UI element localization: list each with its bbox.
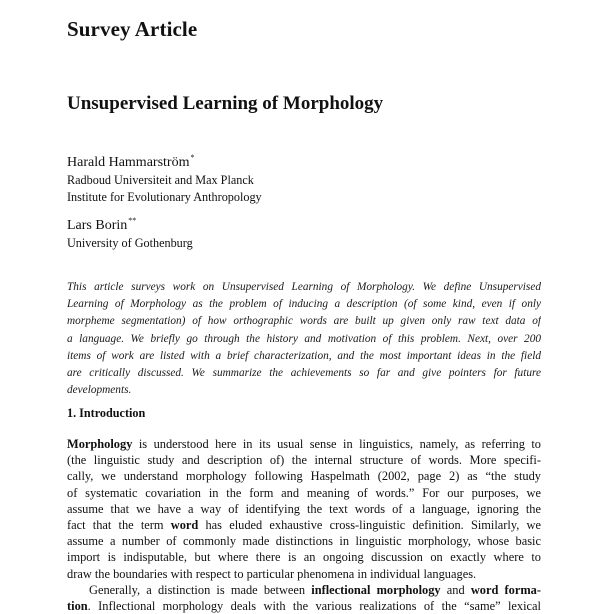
author-name bbox=[67, 212, 193, 235]
abstract-line: developments. bbox=[67, 384, 132, 397]
term-inflectional-morphology: inflectional morphology bbox=[311, 582, 441, 597]
term-word-formation: word forma- bbox=[470, 582, 541, 597]
body-line: draw the boundaries with respect to particular phenomena in individual languages. bbox=[67, 566, 477, 581]
body-line: import is indisputable, but where there is an ongoing discussion on exactly where to bbox=[67, 550, 541, 565]
section-heading bbox=[67, 406, 145, 421]
body-line bbox=[67, 598, 541, 614]
body-line-text: . Inflectional morphology deals with the various realizations of the “same” lexical bbox=[87, 599, 541, 614]
author-name-text: Lars Borin bbox=[67, 218, 128, 233]
abstract bbox=[67, 279, 541, 399]
body-line bbox=[67, 517, 541, 533]
author-affiliation: University of Gothenburg bbox=[67, 236, 193, 250]
body-line: assume a number of commonly made distinctions in linguistic morphology, whose basic bbox=[67, 534, 541, 549]
body-line: of systematic covariation in the form and meaning of words.” For our purposes, we bbox=[67, 485, 541, 500]
abstract-line: items of work are listed with a brief characterization, and the most important ideas in the field bbox=[67, 349, 541, 362]
body-line-text: and bbox=[440, 582, 471, 597]
abstract-line: Learning of Morphology as the problem of inducing a description (of some kind, even if only bbox=[67, 298, 541, 311]
term-morphology: Morphology bbox=[67, 437, 133, 451]
author-footnote-mark: ** bbox=[128, 216, 137, 225]
body-line-text: fact that the term bbox=[67, 518, 171, 533]
body-line bbox=[67, 582, 541, 598]
author-block-1 bbox=[67, 149, 262, 206]
author-footnote-mark: * bbox=[190, 153, 195, 162]
author-block-2 bbox=[67, 212, 193, 252]
author-name bbox=[67, 149, 262, 172]
abstract-line: are critically discussed. We summarize the achievements so far and give pointers for future bbox=[67, 367, 541, 380]
body-line: cally, we understand morphology following Haspelmath (2002, page 2) as “the study bbox=[67, 469, 541, 484]
body-line-text: Generally, a distinction is made between bbox=[89, 582, 312, 597]
body-line bbox=[67, 436, 541, 452]
term-word-formation-cont: tion bbox=[67, 599, 88, 614]
abstract-line: a language. We briefly go through the history and motivation of this problem. Next, over 200 bbox=[67, 332, 541, 345]
abstract-line: This article surveys work on Unsupervised Learning of Morphology. We define Unsupervised bbox=[67, 281, 541, 293]
body-line-text: is understood here in its usual sense in linguistics, namely, as referring to bbox=[132, 437, 541, 451]
author-name-text: Harald Hammarström bbox=[67, 155, 190, 170]
author-affiliation: Institute for Evolutionary Anthropology bbox=[67, 190, 262, 204]
paper-title: Unsupervised Learning of Morphology bbox=[67, 93, 384, 114]
body-line-text: has eluded exhaustive cross-linguistic definition. Similarly, we bbox=[198, 518, 541, 533]
author-affiliation: Radboud Universiteit and Max Planck bbox=[67, 173, 254, 187]
term-word: word bbox=[170, 518, 199, 533]
section-number: 1. bbox=[67, 406, 77, 420]
section-title: Introduction bbox=[79, 406, 146, 420]
body-line: assume that we have a way of identifying the text words of a language, ignoring the bbox=[67, 501, 541, 516]
body-line: (the linguistic study and description of) the internal structure of words. More specifi- bbox=[67, 453, 541, 468]
article-kind: Survey Article bbox=[67, 17, 198, 41]
body-text bbox=[67, 436, 541, 614]
abstract-line: morpheme segmentation) of how orthographic words are built up given only raw text data of bbox=[67, 315, 541, 328]
